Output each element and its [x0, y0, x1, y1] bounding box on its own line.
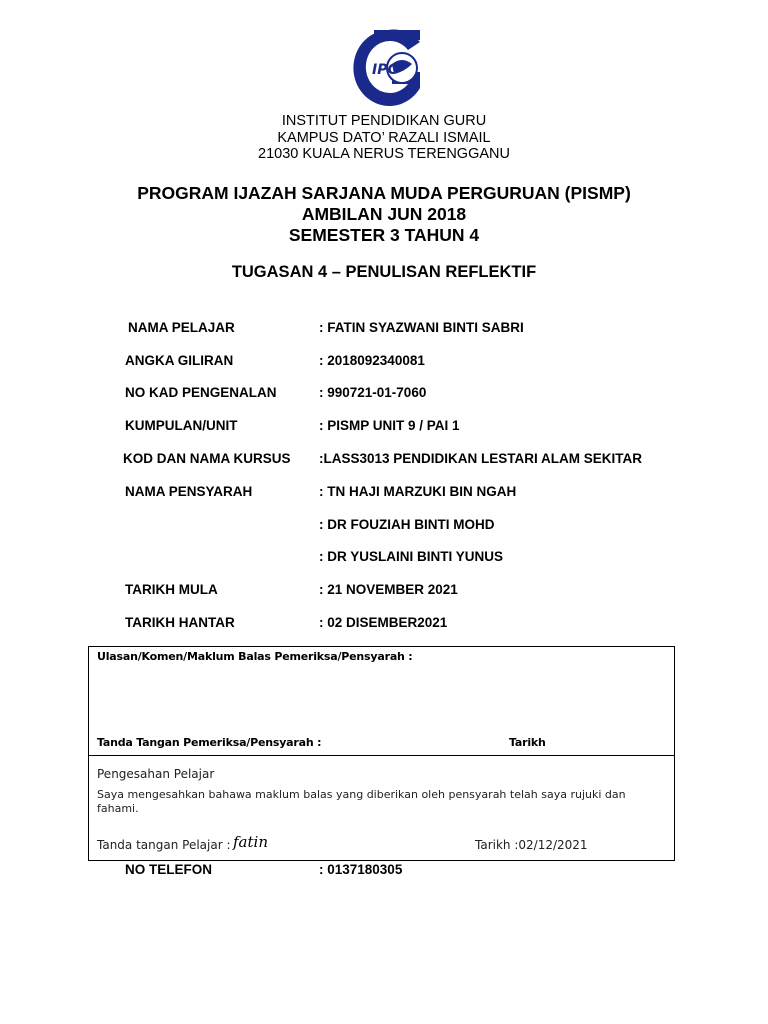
group-unit-value: : PISMP UNIT 9 / PAI 1 [319, 418, 460, 433]
lecturer-label: NAMA PENSYARAH [125, 484, 253, 499]
index-number-label: ANGKA GILIRAN [125, 353, 234, 368]
program-name: PROGRAM IJAZAH SARJANA MUDA PERGURUAN (PISMP) [137, 183, 631, 203]
feedback-box [88, 646, 675, 756]
lecturer-value-3: : DR YUSLAINI BINTI YUNUS [319, 549, 504, 564]
student-date: Tarikh :02/12/2021 [475, 838, 588, 852]
program-intake: AMBILAN JUN 2018 [301, 204, 467, 224]
lecturer-value-2: : DR FOUZIAH BINTI MOHD [319, 517, 495, 532]
examiner-signature-label: Tanda Tangan Pemeriksa/Pensyarah : [97, 736, 322, 749]
confirmation-heading: Pengesahan Pelajar [97, 767, 215, 781]
feedback-heading: Ulasan/Komen/Maklum Balas Pemeriksa/Pensyarah : [97, 650, 413, 663]
student-name-label: NAMA PELAJAR [128, 320, 235, 335]
lecturer-value-1: : TN HAJI MARZUKI BIN NGAH [319, 484, 517, 499]
institution-address: 21030 KUALA NERUS TERENGGANU [258, 146, 510, 162]
student-name-value: : FATIN SYAZWANI BINTI SABRI [319, 320, 524, 335]
confirmation-box [88, 755, 675, 861]
task-title: TUGASAN 4 – PENULISAN REFLEKTIF [231, 263, 537, 281]
course-value: :LASS3013 PENDIDIKAN LESTARI ALAM SEKITAR [319, 451, 643, 466]
group-unit-label: KUMPULAN/UNIT [125, 418, 238, 433]
institution-campus: KAMPUS DATO’ RAZALI ISMAIL [277, 129, 491, 146]
ic-number-value: : 990721-01-7060 [319, 385, 427, 400]
submit-date-label: TARIKH HANTAR [125, 615, 235, 630]
phone-label: NO TELEFON [125, 862, 212, 877]
start-date-label: TARIKH MULA [125, 582, 218, 597]
ic-number-label: NO KAD PENGENALAN [125, 385, 277, 400]
confirmation-statement-line1: Saya mengesahkan bahawa maklum balas yang diberikan oleh pensyarah telah saya rujuki dan [97, 788, 626, 801]
institution-name: INSTITUT PENDIDIKAN GURU [281, 113, 487, 129]
submit-date-value: : 02 DISEMBER2021 [319, 615, 448, 630]
student-signature: fatin [233, 833, 268, 851]
institution-header [0, 113, 768, 163]
course-label: KOD DAN NAMA KURSUS [123, 451, 291, 466]
program-semester: SEMESTER 3 TAHUN 4 [288, 225, 480, 245]
student-signature-label: Tanda tangan Pelajar : [97, 838, 231, 852]
start-date-value: : 21 NOVEMBER 2021 [319, 582, 458, 597]
examiner-date-label: Tarikh [509, 736, 546, 749]
index-number-value: : 2018092340081 [319, 353, 425, 368]
phone-value: : 0137180305 [319, 862, 403, 877]
ipg-logo-text: IPG [372, 62, 399, 78]
confirmation-statement-line2: fahami. [97, 802, 139, 815]
program-header [0, 183, 768, 246]
ipg-logo [352, 28, 424, 108]
